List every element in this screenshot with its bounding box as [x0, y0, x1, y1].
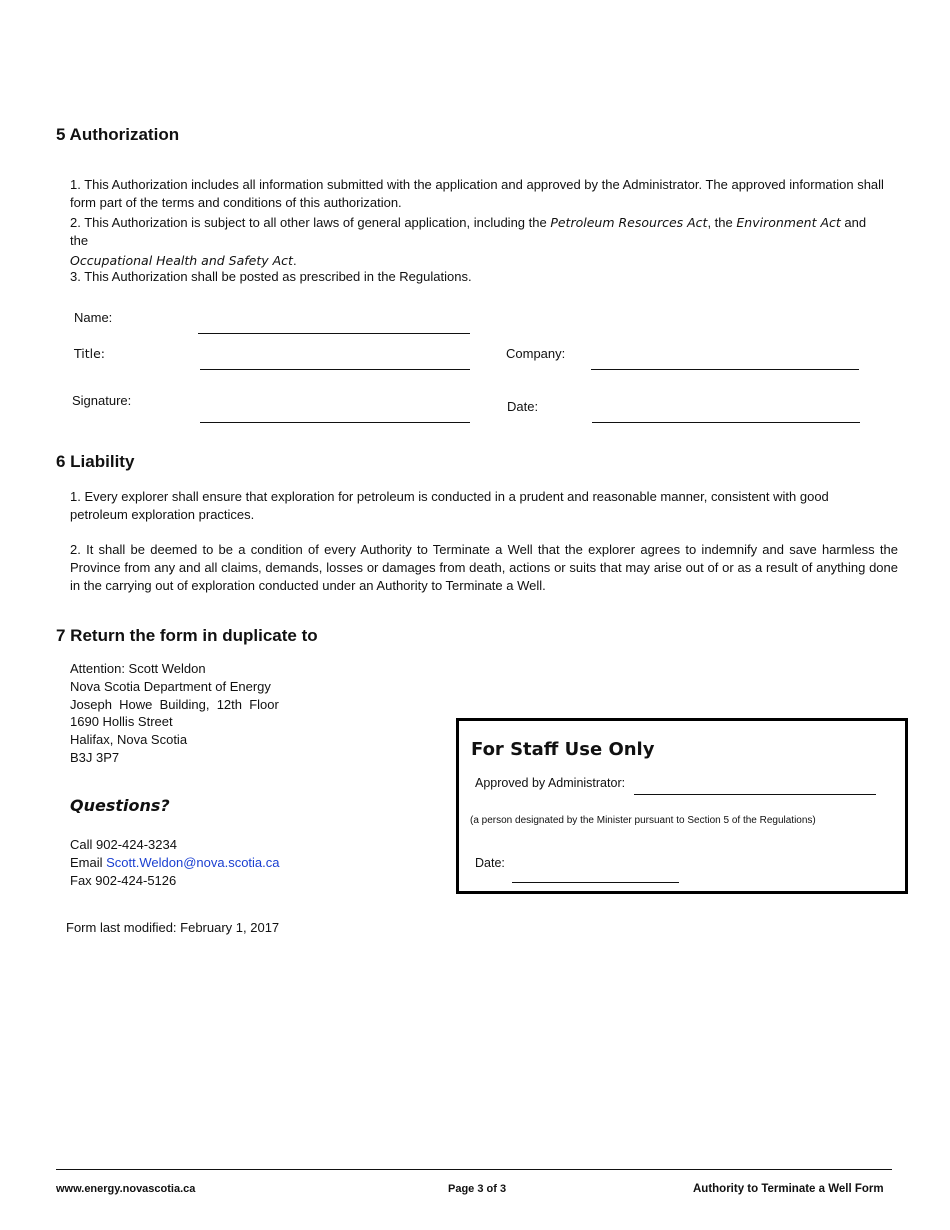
questions-heading: Questions?	[70, 796, 170, 815]
ohs-act: Occupational Health and Safety Act	[70, 253, 293, 268]
liability-item-2: 2. It shall be deemed to be a condition of every Authority to Terminate a Well that the explorer agrees to indemnify and save harmless the Province from any and all claims, demands, losses or damages from death, actions or suits that may arise out of or as a result of anything done in the carrying out of exploration conducted under an Authority to Terminate a Well.	[70, 542, 898, 593]
petroleum-resources-act: Petroleum Resources Act	[550, 215, 708, 230]
authorization-item-2-text-a: 2. This Authorization is subject to all other laws of general application, including the	[70, 215, 551, 230]
address-line: Nova Scotia Department of Energy	[70, 678, 271, 694]
form-last-modified: Form last modified: February 1, 2017	[66, 920, 280, 935]
approved-by-label: Approved by Administrator:	[475, 776, 626, 790]
title-field[interactable]	[200, 369, 470, 370]
title-label: Title:	[74, 346, 105, 361]
address-line: Joseph Howe Building, 12th Floor	[70, 696, 279, 712]
authorization-item-1: 1. This Authorization includes all information submitted with the application and approved by the Administrator. The approved information shall form part of the terms and conditions of this authorization.	[70, 177, 884, 210]
address-line: Attention: Scott Weldon	[70, 661, 206, 676]
address-line: B3J 3P7	[70, 749, 120, 765]
name-label: Name:	[74, 310, 113, 325]
approved-by-field[interactable]	[634, 794, 876, 795]
address-line: Halifax, Nova Scotia	[70, 732, 188, 748]
company-field[interactable]	[591, 369, 859, 370]
footer-website: www.energy.novascotia.ca	[56, 1183, 196, 1195]
footer-form-title: Authority to Terminate a Well Form	[693, 1183, 884, 1195]
email-link[interactable]: Scott.Weldon@nova.scotia.ca	[106, 855, 280, 870]
staff-use-box	[456, 718, 908, 894]
footer-page-number: Page 3 of 3	[448, 1183, 507, 1195]
authorization-item-3: 3. This Authorization shall be posted as prescribed in the Regulations.	[70, 269, 472, 284]
email-label: Email	[70, 855, 107, 870]
section-7-heading: 7 Return the form in duplicate to	[56, 626, 318, 645]
footer-divider	[56, 1169, 892, 1170]
environment-act: Environment Act	[736, 215, 841, 230]
company-label: Company:	[506, 346, 566, 361]
authorization-item-2-text-d: .	[292, 253, 297, 268]
address-line: 1690 Hollis Street	[70, 714, 173, 730]
signature-field[interactable]	[200, 422, 470, 423]
contact-fax: Fax 902-424-5126	[70, 873, 177, 888]
staff-heading: For Staff Use Only	[471, 739, 655, 760]
date-field[interactable]	[592, 422, 860, 423]
authorization-item-2-text-c: and the	[70, 215, 867, 248]
section-6-heading: 6 Liability	[56, 452, 135, 471]
contact-call: Call 902-424-3234	[70, 837, 177, 852]
staff-date-label: Date:	[475, 856, 505, 870]
return-address	[70, 660, 279, 767]
contact-email	[70, 854, 280, 872]
signature-label: Signature:	[72, 393, 132, 408]
staff-date-field[interactable]	[512, 882, 679, 883]
date-label: Date:	[507, 399, 539, 414]
authorization-item-2	[70, 214, 870, 250]
authorization-item-2-text-b: , the	[707, 215, 737, 230]
designation-note: (a person designated by the Minister pursuant to Section 5 of the Regulations)	[470, 815, 816, 826]
liability-item-1: 1. Every explorer shall ensure that exploration for petroleum is conducted in a prudent and reasonable manner, consistent with good petroleum exploration practices.	[70, 489, 829, 522]
section-5-heading: 5 Authorization	[56, 125, 180, 144]
name-field[interactable]	[198, 333, 470, 334]
